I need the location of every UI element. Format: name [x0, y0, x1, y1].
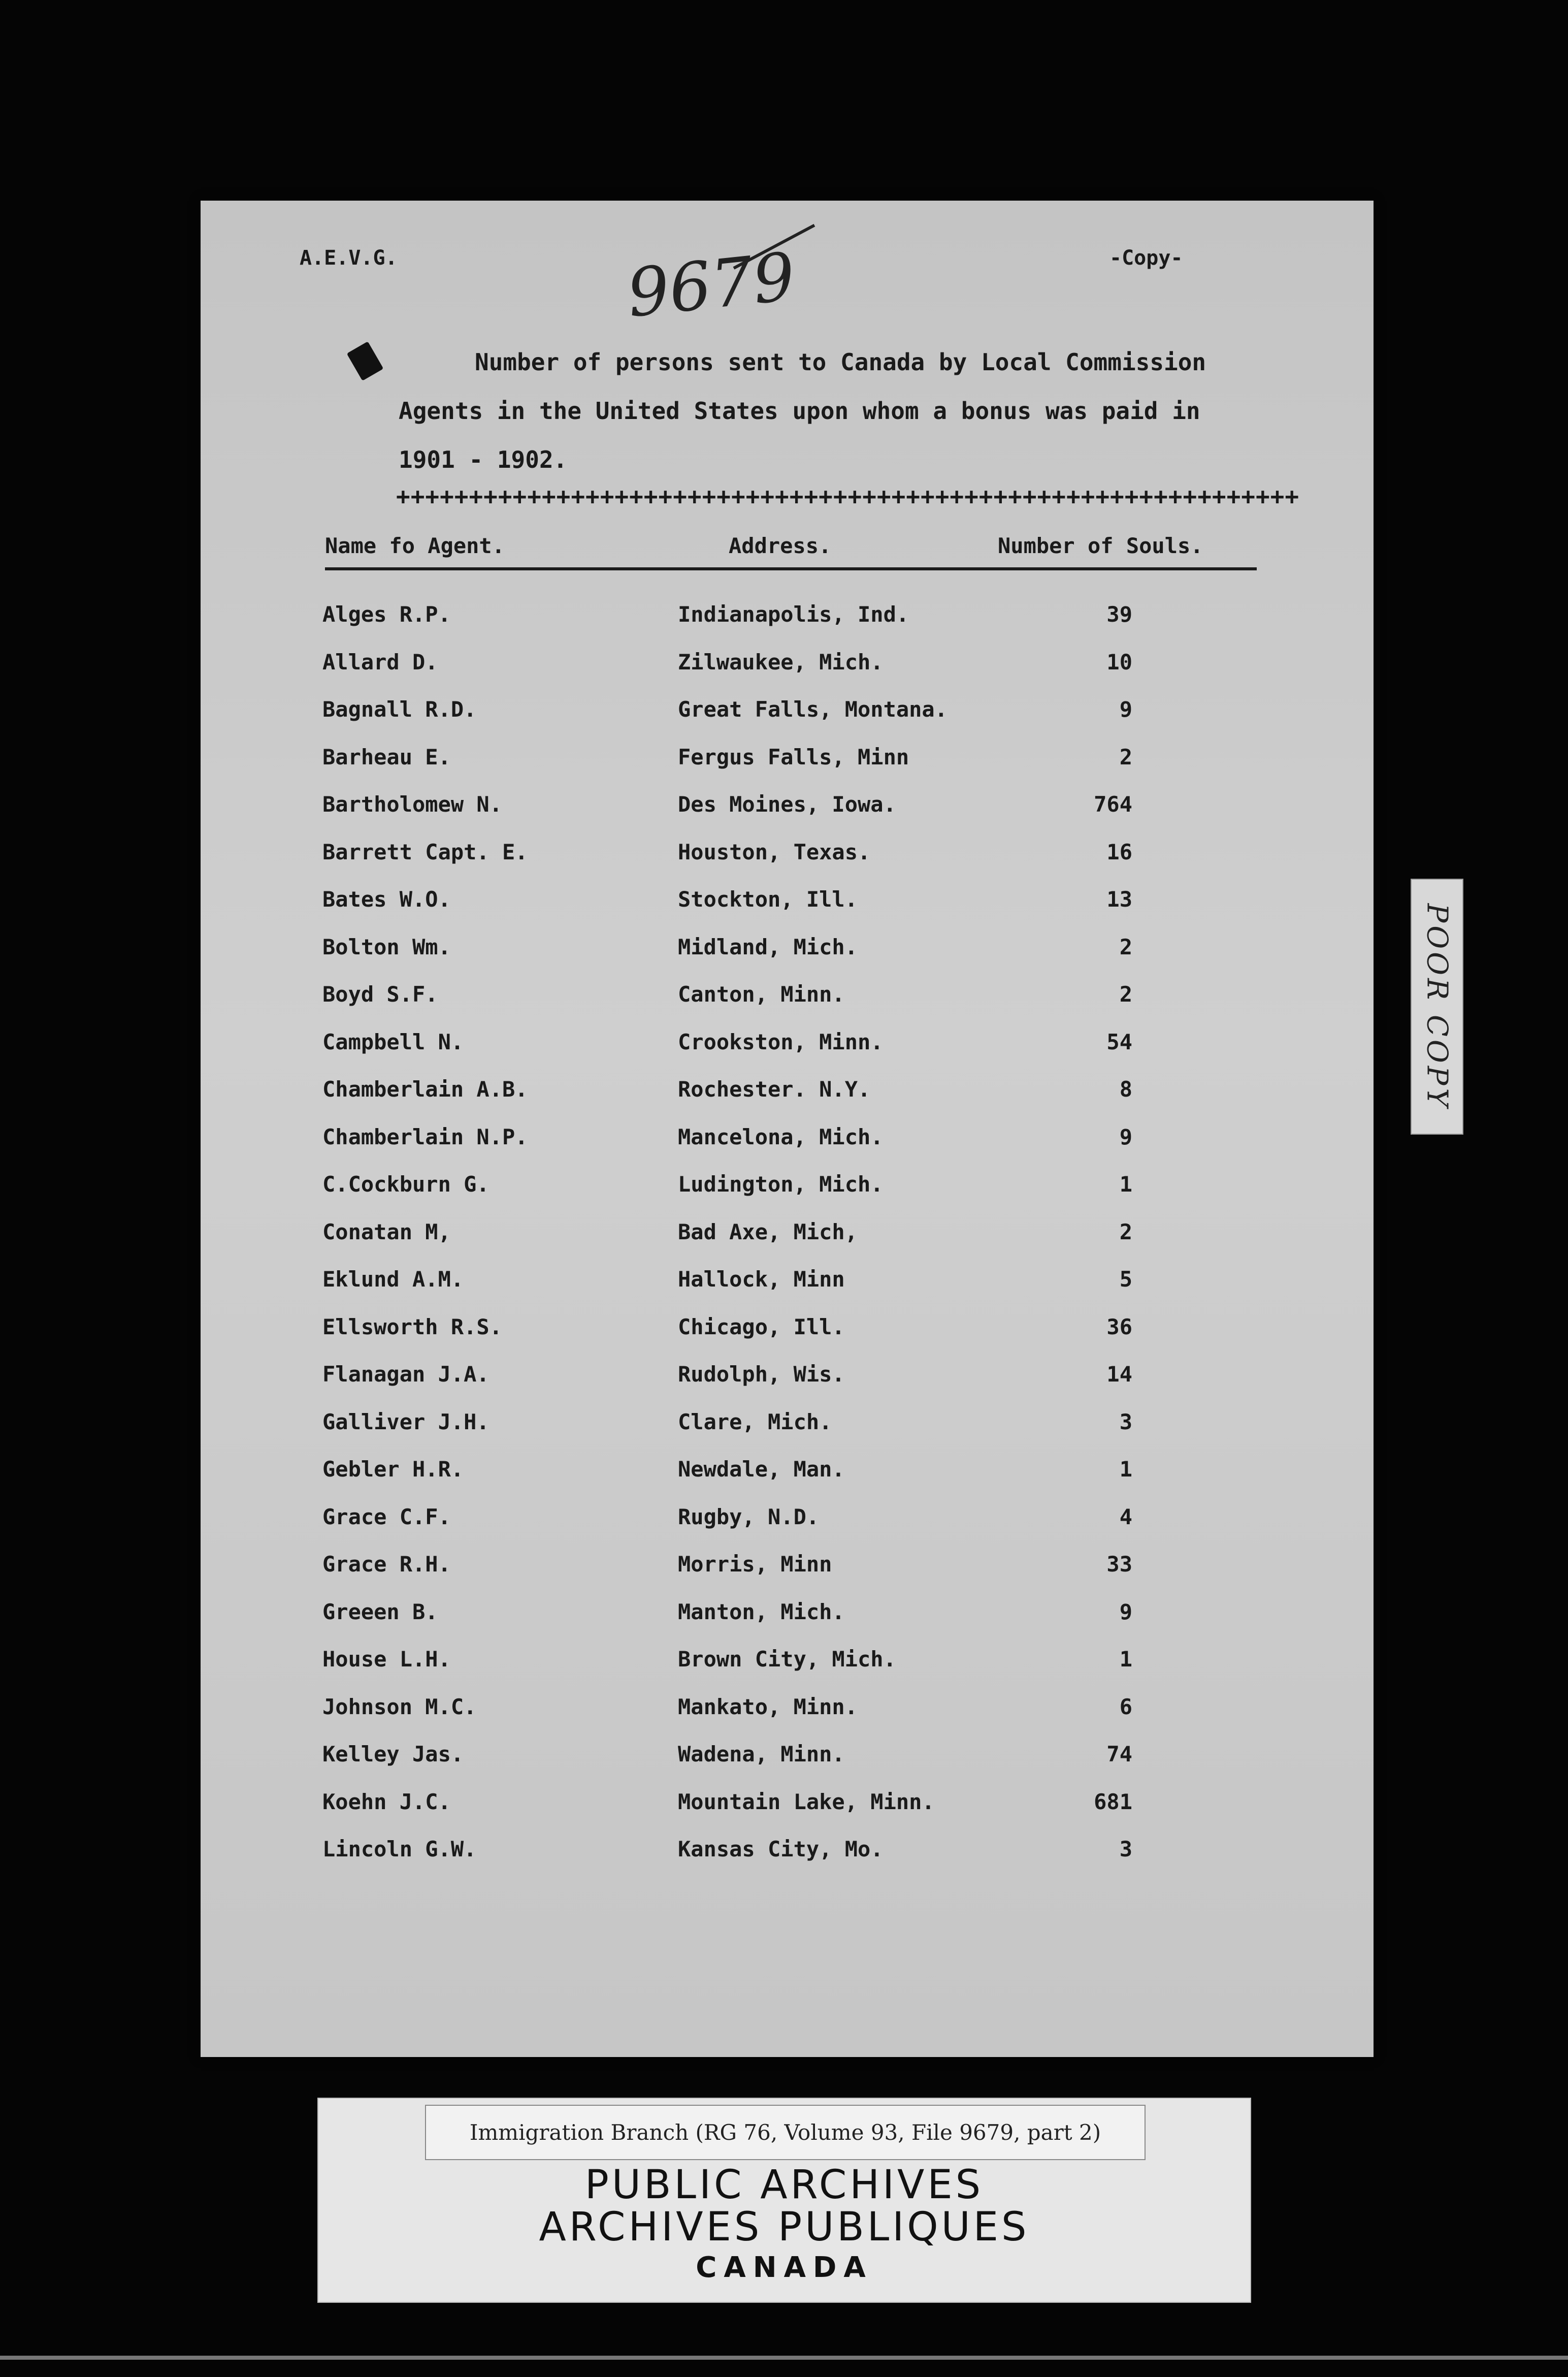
agent-name-cell: Greeen B.	[322, 1599, 438, 1624]
agent-name-cell: Barrett Capt. E.	[322, 839, 528, 864]
agent-address-cell: Crookston, Minn.	[678, 1029, 884, 1054]
agent-address-cell: Bad Axe, Mich,	[678, 1219, 858, 1244]
agent-name-cell: Chamberlain A.B.	[322, 1077, 528, 1102]
agent-address-cell: Stockton, Ill.	[678, 887, 858, 912]
plus-divider: ++++++++++++++++++++++++++++++++++++++++++++++++++++++++++++++	[396, 483, 1300, 510]
agent-name-cell: C.Cockburn G.	[322, 1172, 489, 1197]
table-row	[201, 840, 1374, 887]
souls-count-cell: 74	[1106, 1742, 1132, 1766]
souls-count-cell: 14	[1106, 1362, 1132, 1387]
souls-count-cell: 6	[1119, 1694, 1132, 1719]
column-header-address: Address.	[729, 533, 832, 558]
souls-count-cell: 681	[1094, 1789, 1132, 1814]
table-row	[201, 650, 1374, 697]
poor-copy-text: POOR COPY	[1420, 903, 1454, 1110]
souls-count-cell: 33	[1106, 1552, 1132, 1577]
agent-address-cell: Indianapolis, Ind.	[678, 602, 909, 627]
poor-copy-tag	[1411, 879, 1463, 1135]
agent-name-cell: Gebler H.R.	[322, 1457, 464, 1482]
agent-name-cell: Bartholomew N.	[322, 792, 503, 817]
table-row	[201, 1125, 1374, 1172]
souls-count-cell: 5	[1119, 1267, 1132, 1292]
souls-count-cell: 1	[1119, 1647, 1132, 1672]
souls-count-cell: 1	[1119, 1457, 1132, 1482]
agent-name-cell: Barheau E.	[322, 744, 451, 769]
agent-address-cell: Manton, Mich.	[678, 1599, 845, 1624]
table-row	[201, 1219, 1374, 1267]
document-heading	[399, 338, 1292, 484]
handwritten-file-number: 9679	[623, 238, 799, 332]
souls-count-cell: 13	[1106, 887, 1132, 912]
table-row	[201, 745, 1374, 792]
agent-address-cell: Mankato, Minn.	[678, 1694, 858, 1719]
table-row	[201, 1409, 1374, 1457]
table-row	[201, 1742, 1374, 1789]
table-row	[201, 935, 1374, 982]
agent-address-cell: Wadena, Minn.	[678, 1742, 845, 1766]
table-row	[201, 1362, 1374, 1409]
copy-mark: -Copy-	[1109, 246, 1183, 270]
table-row	[201, 602, 1374, 649]
agent-name-cell: Conatan M,	[322, 1219, 451, 1244]
table-row	[201, 1457, 1374, 1504]
souls-count-cell: 4	[1119, 1504, 1132, 1529]
archive-reference-label: Immigration Branch (RG 76, Volume 93, File 9679, part 2)	[425, 2105, 1146, 2160]
agent-name-cell: Bolton Wm.	[322, 934, 451, 959]
agent-name-cell: Grace C.F.	[322, 1504, 451, 1529]
table-row	[201, 1552, 1374, 1599]
souls-count-cell: 2	[1119, 982, 1132, 1007]
table-row	[201, 1030, 1374, 1077]
agent-address-cell: Hallock, Minn	[678, 1267, 845, 1292]
table-row	[201, 697, 1374, 744]
souls-count-cell: 39	[1106, 602, 1132, 627]
agent-address-cell: Clare, Mich.	[678, 1409, 832, 1434]
document-sheet	[201, 201, 1374, 2057]
agent-address-cell: Great Falls, Montana.	[678, 697, 948, 722]
agent-address-cell: Canton, Minn.	[678, 982, 845, 1007]
agent-name-cell: Eklund A.M.	[322, 1267, 464, 1292]
agent-name-cell: Johnson M.C.	[322, 1694, 477, 1719]
heading-line-2: Agents in the United States upon whom a bonus was paid in	[399, 397, 1200, 425]
agent-name-cell: Galliver J.H.	[322, 1409, 489, 1434]
souls-count-cell: 9	[1119, 1599, 1132, 1624]
table-row	[201, 887, 1374, 934]
table-row	[201, 1599, 1374, 1647]
souls-count-cell: 764	[1094, 792, 1132, 817]
souls-count-cell: 2	[1119, 744, 1132, 769]
agent-name-cell: Campbell N.	[322, 1029, 464, 1054]
agent-address-cell: Morris, Minn	[678, 1552, 832, 1577]
agent-address-cell: Houston, Texas.	[678, 839, 871, 864]
column-header-number: Number of Souls.	[998, 533, 1203, 558]
archive-stamp	[317, 2098, 1251, 2303]
agent-address-cell: Rudolph, Wis.	[678, 1362, 845, 1387]
agent-name-cell: Allard D.	[322, 649, 438, 674]
agent-name-cell: Alges R.P.	[322, 602, 451, 627]
table-row	[201, 1694, 1374, 1742]
agent-address-cell: Zilwaukee, Mich.	[678, 649, 884, 674]
agent-address-cell: Brown City, Mich.	[678, 1647, 896, 1672]
archive-line-english: PUBLIC ARCHIVES	[584, 2162, 984, 2208]
table-row	[201, 1077, 1374, 1124]
agent-name-cell: Koehn J.C.	[322, 1789, 451, 1814]
souls-count-cell: 9	[1119, 1124, 1132, 1149]
agent-name-cell: House L.H.	[322, 1647, 451, 1672]
souls-count-cell: 2	[1119, 934, 1132, 959]
souls-count-cell: 36	[1106, 1314, 1132, 1339]
agent-address-cell: Mancelona, Mich.	[678, 1124, 884, 1149]
heading-line-3: 1901 - 1902.	[399, 446, 568, 473]
souls-count-cell: 3	[1119, 1409, 1132, 1434]
agent-address-cell: Midland, Mich.	[678, 934, 858, 959]
header-underline	[325, 567, 1257, 570]
agent-address-cell: Des Moines, Iowa.	[678, 792, 896, 817]
agent-name-cell: Boyd S.F.	[322, 982, 438, 1007]
table-row	[201, 1789, 1374, 1837]
agent-name-cell: Bagnall R.D.	[322, 697, 477, 722]
souls-count-cell: 16	[1106, 839, 1132, 864]
table-row	[201, 982, 1374, 1029]
archive-line-french: ARCHIVES PUBLIQUES	[539, 2204, 1030, 2250]
table-row	[201, 792, 1374, 839]
souls-count-cell: 2	[1119, 1219, 1132, 1244]
agent-name-cell: Bates W.O.	[322, 887, 451, 912]
archive-line-country: CANADA	[696, 2251, 873, 2284]
ink-blot-mark	[347, 341, 384, 381]
heading-line-1: Number of persons sent to Canada by Local Commission	[475, 348, 1206, 376]
table-row	[201, 1267, 1374, 1314]
souls-count-cell: 9	[1119, 697, 1132, 722]
souls-count-cell: 54	[1106, 1029, 1132, 1054]
film-edge-strip	[0, 2356, 1568, 2360]
agent-name-cell: Lincoln G.W.	[322, 1837, 477, 1861]
agent-name-cell: Kelley Jas.	[322, 1742, 464, 1766]
souls-count-cell: 8	[1119, 1077, 1132, 1102]
table-row	[201, 1647, 1374, 1694]
agent-address-cell: Fergus Falls, Minn	[678, 744, 909, 769]
agent-address-cell: Ludington, Mich.	[678, 1172, 884, 1197]
agent-name-cell: Flanagan J.A.	[322, 1362, 489, 1387]
agent-name-cell: Chamberlain N.P.	[322, 1124, 528, 1149]
agent-address-cell: Rochester. N.Y.	[678, 1077, 871, 1102]
souls-count-cell: 1	[1119, 1172, 1132, 1197]
table-row	[201, 1504, 1374, 1552]
agent-name-cell: Ellsworth R.S.	[322, 1314, 503, 1339]
reference-code: A.E.V.G.	[300, 246, 398, 270]
table-row	[201, 1172, 1374, 1219]
agent-address-cell: Mountain Lake, Minn.	[678, 1789, 935, 1814]
agent-address-cell: Rugby, N.D.	[678, 1504, 820, 1529]
table-row	[201, 1837, 1374, 1884]
souls-count-cell: 10	[1106, 649, 1132, 674]
column-header-name: Name fo Agent.	[325, 533, 505, 558]
souls-count-cell: 3	[1119, 1837, 1132, 1861]
agent-address-cell: Chicago, Ill.	[678, 1314, 845, 1339]
agent-address-cell: Kansas City, Mo.	[678, 1837, 884, 1861]
agent-name-cell: Grace R.H.	[322, 1552, 451, 1577]
table-row	[201, 1314, 1374, 1362]
agent-address-cell: Newdale, Man.	[678, 1457, 845, 1482]
